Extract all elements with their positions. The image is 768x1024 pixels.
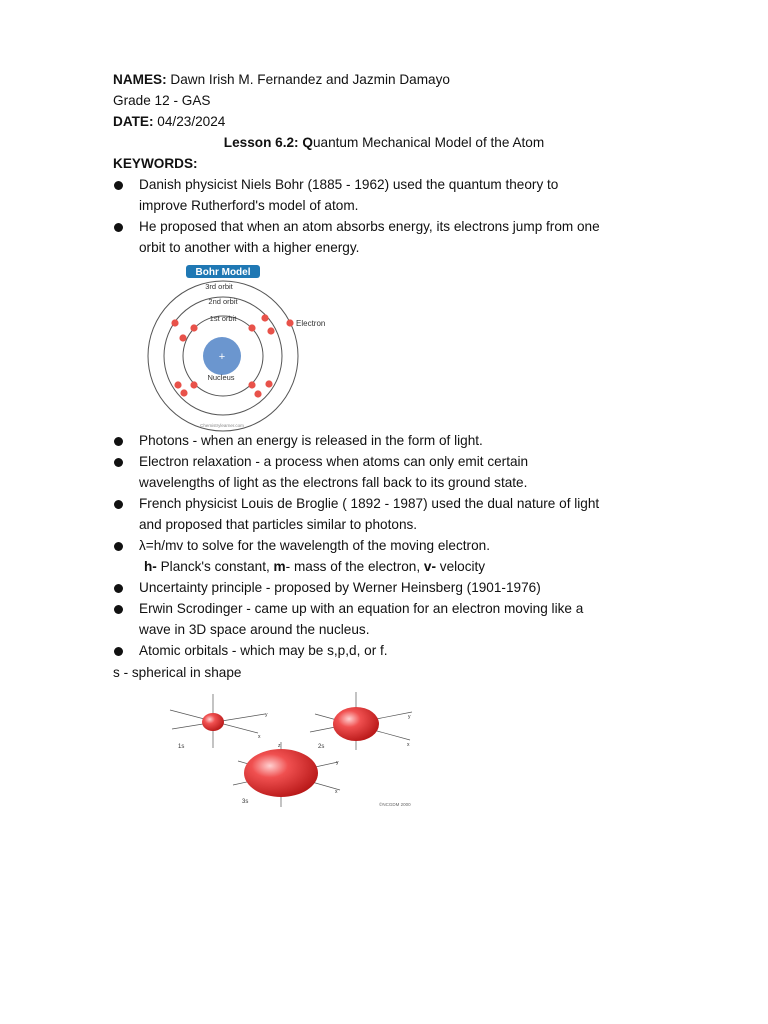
bullet-text: Photons - when an energy is released in the form of light. — [139, 433, 483, 448]
bohr-model-figure — [140, 263, 340, 433]
axis-x-1s: x — [258, 734, 261, 740]
label-3s: 3s — [242, 799, 249, 805]
bullet-text: He proposed that when an atom absorbs energy, its electrons jump from one — [139, 219, 600, 234]
s-shape-line: s - spherical in shape — [113, 665, 242, 680]
electron — [171, 319, 178, 326]
bullet-text-cont: wave in 3D space around the nucleus. — [139, 622, 370, 637]
bohr-credit: Chemistrylearner.com — [200, 423, 244, 428]
bullet-text: Erwin Scrodinger - came up with an equation for an electron moving like a — [139, 601, 584, 616]
lesson-rest: uantum Mechanical Model of the Atom — [312, 135, 545, 150]
v-text: velocity — [436, 559, 486, 574]
lesson-label: Lesson 6.2: — [223, 135, 303, 150]
bohr-title: Bohr Model — [195, 267, 251, 278]
electron — [190, 381, 197, 388]
axis-x-3s: x — [335, 789, 338, 795]
bullet-dot — [114, 500, 123, 509]
date-line — [113, 114, 225, 130]
orbit-3-label: 3rd orbit — [205, 282, 233, 291]
grade-line: Grade 12 - GAS — [113, 93, 211, 108]
bullet-dot — [114, 584, 123, 593]
electron — [254, 390, 261, 397]
electron — [248, 381, 255, 388]
bullet-dot — [114, 181, 123, 190]
v-label: v- — [423, 559, 436, 574]
bullet-text: French physicist Louis de Broglie ( 1892 - 1987) used the dual nature of light — [139, 496, 600, 511]
date-value: 04/23/2024 — [153, 114, 226, 129]
bullet-dot — [114, 605, 123, 614]
bullet-text-cont: improve Rutherford's model of atom. — [139, 198, 359, 213]
bullet-text: Danish physicist Niels Bohr (1885 - 1962) used the quantum theory to — [139, 177, 559, 192]
label-1s: 1s — [178, 744, 185, 750]
bullet-dot — [114, 542, 123, 551]
s-orbitals-figure — [150, 690, 430, 815]
bullet-text-cont: wavelengths of light as the electrons fall back to its ground state. — [139, 475, 528, 490]
bullet-text-cont: orbit to another with a higher energy. — [139, 240, 360, 255]
electron — [180, 389, 187, 396]
orbital-2s — [310, 692, 412, 750]
h-label: h- — [144, 559, 157, 574]
axis-z-3s: z — [278, 743, 281, 749]
formula-note — [144, 559, 485, 575]
electron-callout — [286, 319, 293, 326]
keywords-label: KEYWORDS: — [113, 156, 198, 171]
lesson-q: Q — [302, 135, 313, 150]
date-label: DATE: — [113, 114, 154, 129]
names-value: Dawn Irish M. Fernandez and Jazmin Damayo — [166, 72, 450, 87]
bullet-text: Uncertainty principle - proposed by Werner Heinsberg (1901-1976) — [139, 580, 541, 595]
m-text: - mass of the electron, — [285, 559, 424, 574]
orbital-1s — [170, 694, 268, 750]
orbit-2-label: 2nd orbit — [208, 297, 238, 306]
electron — [248, 324, 255, 331]
electron — [174, 381, 181, 388]
bullet-text: Electron relaxation - a process when atoms can only emit certain — [139, 454, 529, 469]
orbitals-credit: ©NCGDM 2000 — [379, 802, 411, 807]
electron — [267, 327, 274, 334]
lesson-title — [0, 135, 768, 151]
electron — [265, 380, 272, 387]
electron — [179, 334, 186, 341]
bullet-dot — [114, 223, 123, 232]
bullet-text: Atomic orbitals - which may be s,p,d, or f. — [139, 643, 388, 658]
m-label: m — [273, 559, 286, 574]
names-line — [113, 72, 450, 88]
names-label: NAMES: — [113, 72, 167, 87]
electron — [261, 314, 268, 321]
h-text: Planck's constant, — [156, 559, 274, 574]
bullet-text-cont: and proposed that particles similar to photons. — [139, 517, 418, 532]
bullet-dot — [114, 647, 123, 656]
bullet-dot — [114, 458, 123, 467]
electron-label: Electron — [296, 319, 326, 328]
orbit-1-label: 1st orbit — [209, 314, 237, 323]
axis-y-1s: y — [265, 712, 268, 718]
axis-y-2s: y — [408, 714, 411, 720]
nucleus-label: Nucleus — [207, 373, 235, 382]
nucleus-plus: + — [218, 351, 226, 363]
orbital-3s — [233, 742, 411, 807]
bullet-dot — [114, 437, 123, 446]
electron — [190, 324, 197, 331]
bullet-text: λ=h/mv to solve for the wavelength of the moving electron. — [139, 538, 490, 553]
label-2s: 2s — [318, 744, 325, 750]
axis-x-2s: x — [407, 742, 410, 748]
axis-y-3s: y — [336, 760, 339, 766]
